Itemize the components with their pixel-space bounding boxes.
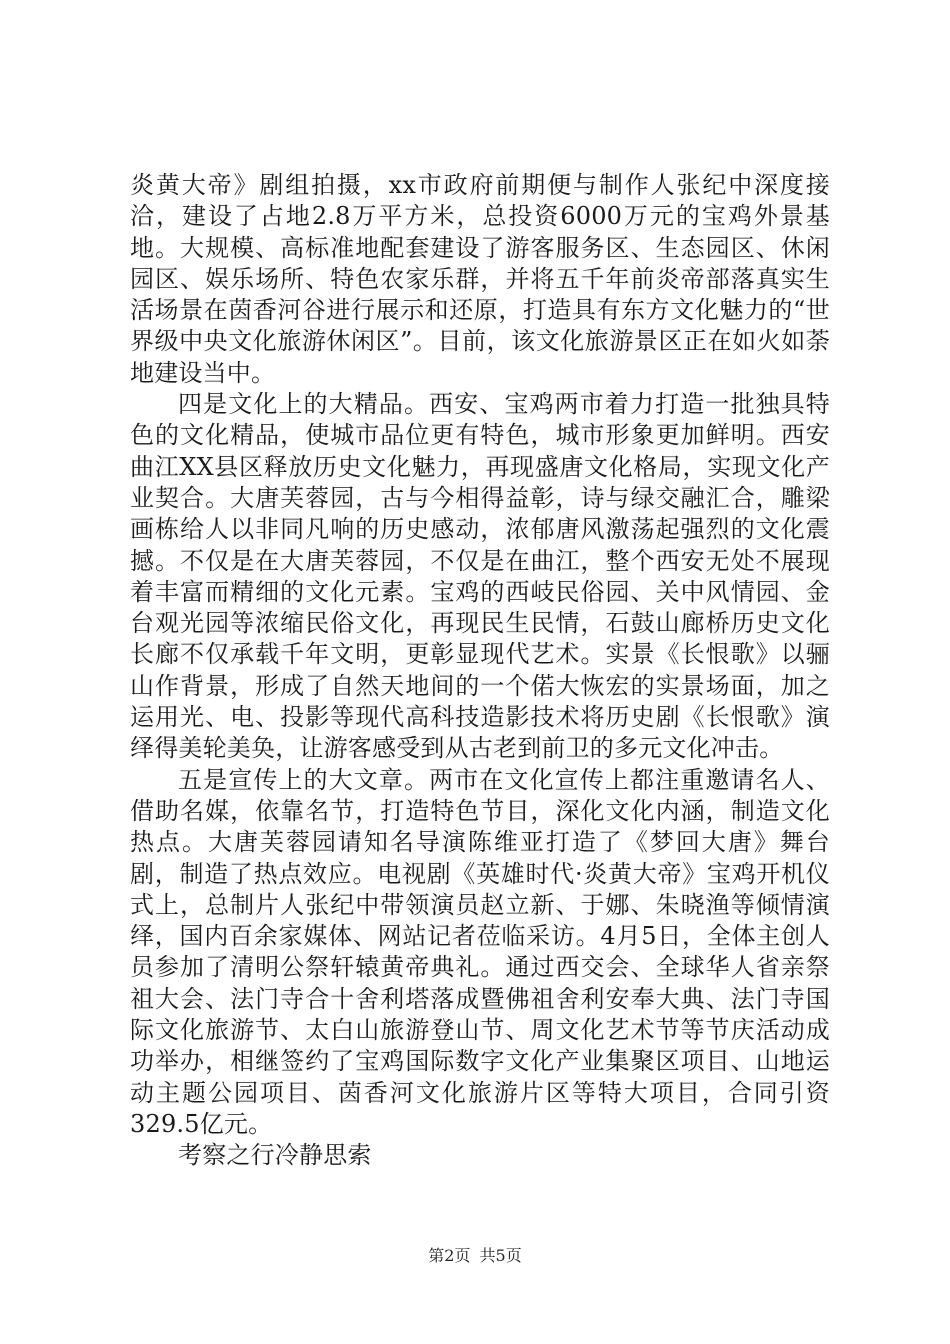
paragraph-publicity: 五是宣传上的大文章。两市在文化宣传上都注重邀请名人、借助名媒，依靠名节，打造特色节目，深化文化内涵，制造文化热点。大唐芙蓉园请知名导演陈维亚打造了《梦回大唐》舞台剧，制造了热点效应。电视剧《英雄时代·炎黄大帝》宝鸡开机仪式上，总制片人张纪中带领演员赵立新、于娜、朱晓渔等倾情演绎，国内百余家媒体、网站记者莅临采访。4月5日，全体主创人员参加了清明公祭轩辕黄帝典礼。通过西交会、全球华人省亲祭祖大会、法门寺合十舍利塔落成暨佛祖舍利安奉大典、法门寺国际文化旅游节、太白山旅游登山节、周文化艺术节等节庆活动成功举办，相继签约了宝鸡国际数字文化产业集聚区项目、山地运动主题公园项目、茵香河文化旅游片区等特大项目，合同引资329.5亿元。 [130, 765, 830, 1138]
paragraph-continuation: 炎黄大帝》剧组拍摄，xx市政府前期便与制作人张纪中深度接洽，建设了占地2.8万平方米，总投资6000万元的宝鸡外景基地。大规模、高标准地配套建设了游客服务区、生态园区、休闲园区、娱乐场所、特色农家乐群，并将五千年前炎帝部落真实生活场景在茵香河谷进行展示和还原，打造具有东方文化魅力的“世界级中央文化旅游休闲区”。目前，该文化旅游景区正在如火如荼地建设当中。 [130, 171, 830, 387]
page-footer [0, 1243, 950, 1266]
page-total: 共5页 [479, 1246, 522, 1265]
paragraph-cultural-works: 四是文化上的大精品。西安、宝鸡两市着力打造一批独具特色的文化精品，使城市品位更有特色，城市形象更加鲜明。西安曲江XX县区释放历史文化魅力，再现盛唐文化格局，实现文化产业契合。大唐芙蓉园，古与今相得益彰，诗与绿交融汇合，雕梁画栋给人以非同凡响的历史感动，浓郁唐风激荡起强烈的文化震撼。不仅是在大唐芙蓉园，不仅是在曲江，整个西安无处不展现着丰富而精细的文化元素。宝鸡的西岐民俗园、关中风情园、金台观光园等浓缩民俗文化，再现民生民情，石鼓山廊桥历史文化长廊不仅承载千年文明，更彰显现代艺术。实景《长恨歌》以骊山作背景，形成了自然天地间的一个偌大恢宏的实景场面，加之运用光、电、投影等现代高科技造影技术将历史剧《长恨歌》演绎得美轮美奂，让游客感受到从古老到前卫的多元文化冲击。 [130, 390, 830, 763]
page-number: 第2页 [428, 1246, 471, 1265]
document-body [130, 170, 830, 1172]
section-heading: 考察之行冷静思索 [178, 1141, 372, 1170]
